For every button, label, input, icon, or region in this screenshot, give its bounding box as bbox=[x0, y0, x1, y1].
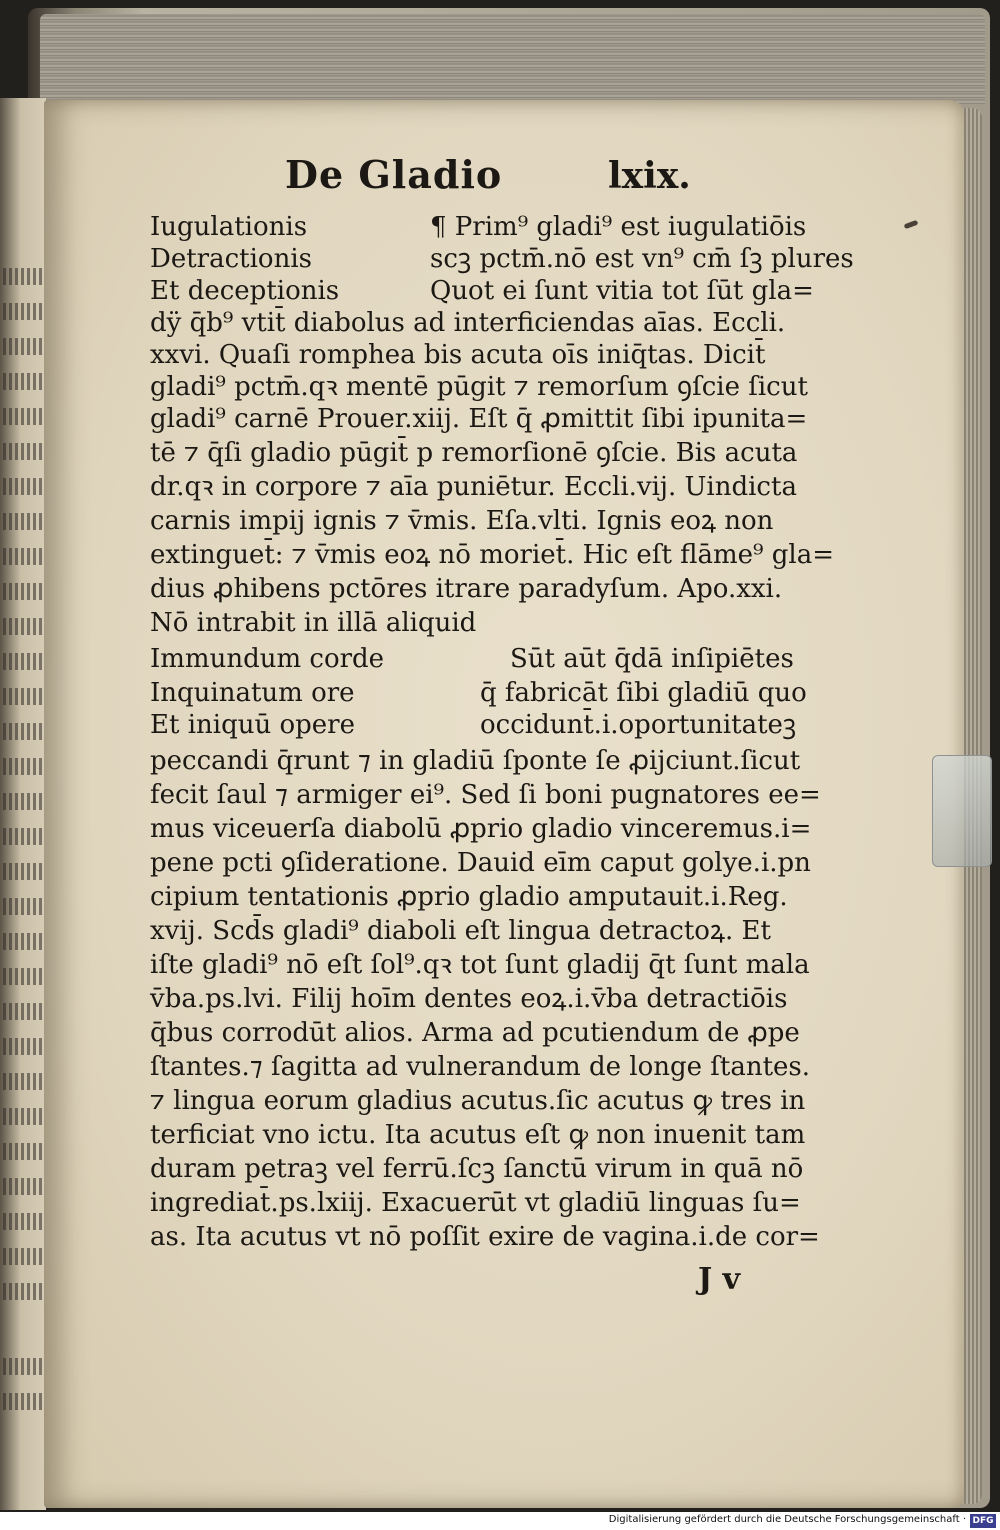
facing-page-text-fragment bbox=[3, 863, 43, 880]
text-line: tē ⁊ q̄ſi gladio pūgit̄ p remorſionē ꝯſcie. Bis acuta bbox=[150, 438, 798, 468]
text-line: fecit ſaul ⁊ armiger ei⁹. Sed ſi boni pugnatores ee= bbox=[150, 780, 821, 810]
facing-page-text-fragment bbox=[3, 268, 43, 285]
text-line: gladi⁹ carnē Prouer.xiij. Eſt q̄ ꝓmittit ſibi ipunita= bbox=[150, 404, 808, 434]
facing-page-text-fragment bbox=[3, 1038, 43, 1055]
facing-page-text-fragment bbox=[3, 338, 43, 355]
facing-page-text-fragment bbox=[3, 828, 43, 845]
facing-page-text-fragment bbox=[3, 723, 43, 740]
facing-page-text-fragment bbox=[3, 408, 43, 425]
text-line: xvij. Scd̄s gladi⁹ diaboli eſt lingua detractoꝝ. Et bbox=[150, 916, 771, 946]
facing-page-text-fragment bbox=[3, 1213, 43, 1230]
text-line: dÿ q̄b⁹ vtit̄ diabolus ad interficiendas aīas. Eccli. bbox=[150, 308, 786, 338]
list-item: Iugulationis bbox=[150, 212, 308, 242]
running-title: De Gladio bbox=[285, 152, 503, 197]
facing-page-text-fragment bbox=[3, 583, 43, 600]
facing-page-text-fragment bbox=[3, 898, 43, 915]
list-item: Detractionis bbox=[150, 244, 312, 274]
facing-page-text-fragment bbox=[3, 548, 43, 565]
facing-page-text-fragment bbox=[3, 653, 43, 670]
facing-page-text-fragment bbox=[3, 443, 43, 460]
facing-page-text-fragment bbox=[3, 373, 43, 390]
text-line: q̄bus corrodūt alios. Arma ad pcutiendum de ꝓpe bbox=[150, 1018, 800, 1048]
text-line: q̄ fabricāt ſibi gladiū quo bbox=[480, 678, 807, 708]
text-line: occidunt̄.i.oportunitateꝫ bbox=[480, 710, 797, 740]
text-line: Quot ei ſunt vitia tot ſūt gla= bbox=[430, 276, 814, 306]
text-line: ſtantes.⁊ ſagitta ad vulnerandum de longe ſtantes. bbox=[150, 1052, 811, 1082]
text-line: peccandi q̄runt ⁊ in gladiū ſponte ſe ꝓijciunt.ſicut bbox=[150, 746, 801, 776]
funding-credit: Digitalisierung gefördert durch die Deutsche Forschungsgemeinschaft · bbox=[608, 1514, 966, 1525]
text-line: cipium tentationis ꝓprio gladio amputauit.i.Reg. bbox=[150, 882, 788, 912]
list-item: Et iniquū opere bbox=[150, 710, 355, 740]
footer-bar bbox=[0, 1512, 1000, 1530]
text-line: carnis impij ignis ⁊ v̄mis. Eſa.vlti. Ignis eoꝝ non bbox=[150, 506, 774, 536]
text-line: iſte gladi⁹ nō eſt ſol⁹.qꝛ tot ſunt gladij q̄t ſunt mala bbox=[150, 950, 810, 980]
text-line: dr.qꝛ in corpore ⁊ aīa puniētur. Eccli.vij. Uindicta bbox=[150, 472, 797, 502]
text-line: scꝫ pctm̄.nō est vn⁹ cm̄ ſꝫ plures bbox=[430, 244, 854, 274]
facing-page-text-fragment bbox=[3, 793, 43, 810]
text-line: v̄ba.ps.lvi. Filij hoīm dentes eoꝝ.i.v̄ba detractiōis bbox=[150, 984, 788, 1014]
signature-mark: J v bbox=[698, 1262, 741, 1297]
text-line: Nō intrabit in illā aliquid bbox=[150, 608, 477, 638]
text-line: terficiat vno ictu. Ita acutus eſt ꝙ non inuenit tam bbox=[150, 1120, 806, 1150]
text-line: pene pcti ꝯſideratione. Dauid eīm caput golye.i.pn bbox=[150, 848, 811, 878]
facing-page-text-fragment bbox=[3, 513, 43, 530]
text-line: dius ꝓhibens pctōres itrare paradyſum. Apo.xxi. bbox=[150, 574, 783, 604]
facing-page-text-fragment bbox=[3, 1143, 43, 1160]
facing-page-text-fragment bbox=[3, 1003, 43, 1020]
page-stack-top-edge bbox=[40, 14, 985, 104]
glass-weight-clip bbox=[932, 755, 992, 867]
text-line: ingrediat̄.ps.lxiij. Exacuerūt vt gladiū linguas ſu= bbox=[150, 1188, 801, 1218]
facing-page-text-fragment bbox=[3, 1283, 43, 1300]
text-line: gladi⁹ pctm̄.qꝛ mentē pūgit ⁊ remorſum ꝯſcie ſicut bbox=[150, 372, 808, 402]
facing-page-text-fragment bbox=[3, 968, 43, 985]
facing-page-text-fragment bbox=[3, 1393, 43, 1410]
facing-page-text-fragment bbox=[3, 618, 43, 635]
text-line: Sūt aūt q̄dā inſipiētes bbox=[510, 644, 794, 674]
text-line: extinguet̄: ⁊ v̄mis eoꝝ nō moriet̄. Hic eſt flāme⁹ gla= bbox=[150, 540, 834, 570]
folio-number: lxix. bbox=[608, 155, 691, 197]
text-line: as. Ita acutus vt nō poſſit exire de vagina.i.de cor= bbox=[150, 1222, 820, 1252]
facing-page-text-fragment bbox=[3, 933, 43, 950]
text-line: mus viceuerſa diabolū ꝓprio gladio vinceremus.i= bbox=[150, 814, 812, 844]
list-item: Inquinatum ore bbox=[150, 678, 355, 708]
text-line: ⁊ lingua eorum gladius acutus.ſic acutus ꝙ tres in bbox=[150, 1086, 806, 1116]
list-item: Immundum corde bbox=[150, 644, 385, 674]
facing-page-text-fragment bbox=[3, 478, 43, 495]
list-item: Et deceptionis bbox=[150, 276, 340, 306]
facing-page-text-fragment bbox=[3, 688, 43, 705]
facing-page-text-fragment bbox=[3, 1073, 43, 1090]
facing-page-text-fragment bbox=[3, 1178, 43, 1195]
text-line: xxvi. Quaſi romphea bis acuta oīs iniq̄tas. Dicit̄ bbox=[150, 340, 766, 370]
facing-page-text-fragment bbox=[3, 1358, 43, 1375]
dfg-logo: DFG bbox=[970, 1514, 996, 1528]
text-line: ¶ Prim⁹ gladi⁹ est iugulatiōis bbox=[430, 212, 807, 242]
facing-page-text-fragment bbox=[3, 758, 43, 775]
text-line: duram petraꝫ vel ferrū.ſcꝫ ſanctū virum in quā nō bbox=[150, 1154, 804, 1184]
facing-page-fragment bbox=[0, 98, 46, 1510]
facing-page-text-fragment bbox=[3, 1248, 43, 1265]
facing-page-text-fragment bbox=[3, 1108, 43, 1125]
facing-page-text-fragment bbox=[3, 303, 43, 320]
